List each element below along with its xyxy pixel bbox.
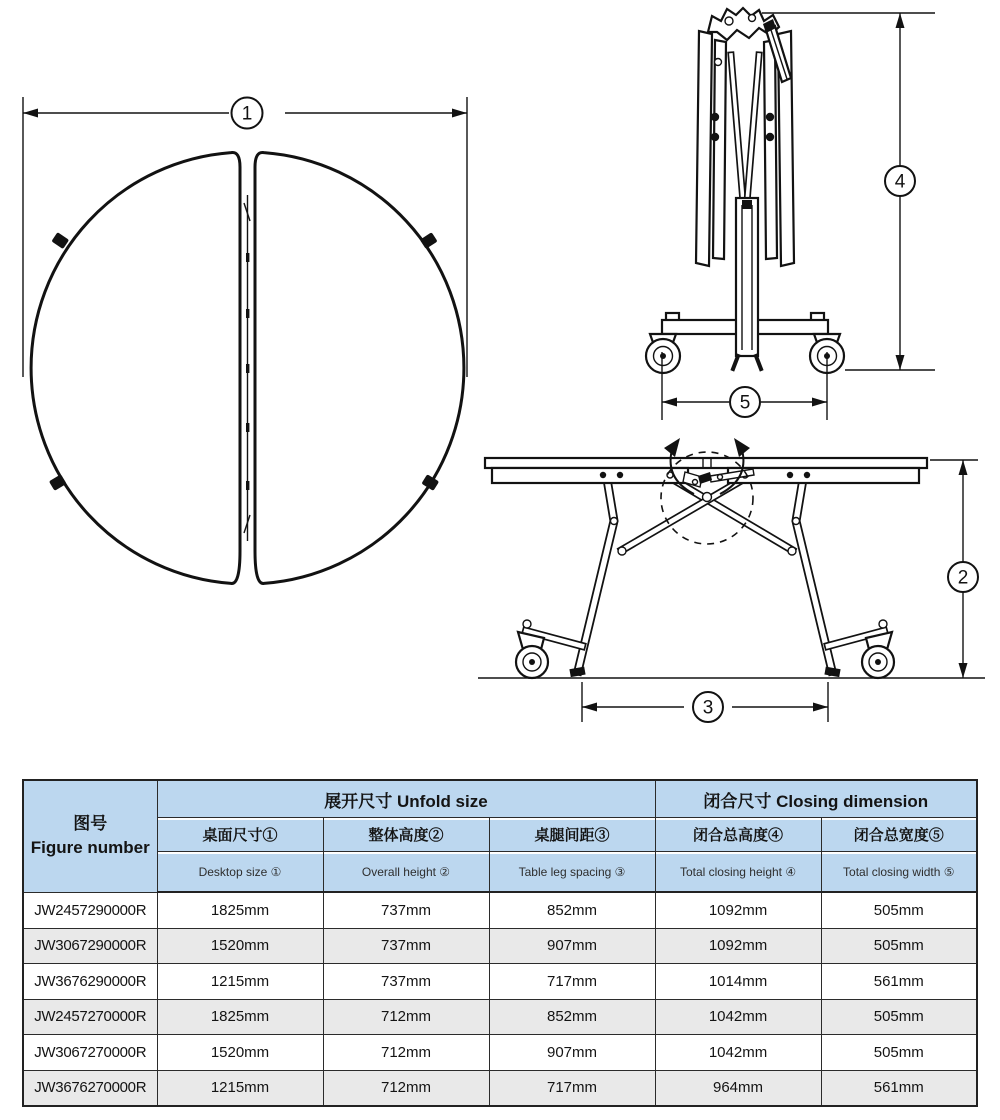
col-header-en-overall-height: Overall height ②: [323, 852, 489, 893]
closing-width-dimension: [662, 352, 827, 420]
closing-width-cell: 505mm: [821, 928, 977, 964]
col-header-cn-overall-height: 整体高度②: [323, 818, 489, 852]
figure-number-cell: JW2457270000R: [23, 999, 157, 1035]
left-leg: [516, 479, 618, 678]
group-header-closing-dimension: 闭合尺寸 Closing dimension: [655, 780, 977, 818]
closing-width-cell: 561mm: [821, 1070, 977, 1106]
folded-table-view-diagram: [600, 0, 960, 430]
leg-spacing-cell: 852mm: [489, 892, 655, 928]
closing-height-cell: 1014mm: [655, 964, 821, 1000]
svg-text:3: 3: [702, 697, 714, 719]
overall-height-dimension: [930, 460, 978, 678]
closing-width-cell: 505mm: [821, 1035, 977, 1071]
desktop-size-cell: 1825mm: [157, 999, 323, 1035]
dim-label-4: [885, 166, 915, 196]
unfolded-table-view-diagram: [470, 420, 990, 730]
svg-text:1: 1: [241, 103, 253, 125]
col-header-cn-desktop-size: 桌面尺寸①: [157, 818, 323, 852]
figure-number-cell: JW2457290000R: [23, 892, 157, 928]
figure-number-cell: JW3676270000R: [23, 1070, 157, 1106]
svg-text:5: 5: [739, 392, 751, 414]
col-header-en-desktop-size: Desktop size ①: [157, 852, 323, 893]
right-leg: [793, 479, 895, 678]
figure-number-header: [23, 780, 157, 892]
figure-number-header-cn: 图号: [73, 814, 108, 834]
desktop-size-cell: 1825mm: [157, 892, 323, 928]
col-header-cn-leg-spacing: 桌腿间距③: [489, 818, 655, 852]
svg-text:4: 4: [894, 171, 906, 193]
leg-spacing-dimension: [582, 682, 828, 722]
overall-height-cell: 737mm: [323, 964, 489, 1000]
figure-number-cell: JW3676290000R: [23, 964, 157, 1000]
folded-legs: [731, 55, 759, 202]
table-row: [23, 964, 977, 1000]
round-table-top-view-diagram: [10, 85, 490, 615]
desktop-size-cell: 1215mm: [157, 964, 323, 1000]
leg-spacing-cell: 852mm: [489, 999, 655, 1035]
col-header-en-closing-width: Total closing width ⑤: [821, 852, 977, 893]
center-hinge: [244, 195, 250, 541]
closing-width-cell: 561mm: [821, 964, 977, 1000]
left-caster: [646, 334, 680, 373]
table-row: [23, 892, 977, 928]
overall-height-cell: 737mm: [323, 928, 489, 964]
desktop-size-cell: 1520mm: [157, 1035, 323, 1071]
dim-label-1: [232, 98, 263, 129]
col-header-cn-closing-width: 闭合总宽度⑤: [821, 818, 977, 852]
table-row: [23, 999, 977, 1035]
overall-height-cell: 737mm: [323, 892, 489, 928]
diameter-dimension: [23, 98, 467, 129]
closing-height-cell: 1092mm: [655, 892, 821, 928]
group-header-unfold-size: 展开尺寸 Unfold size: [157, 780, 655, 818]
closing-height-cell: 964mm: [655, 1070, 821, 1106]
table-row: [23, 928, 977, 964]
leg-spacing-cell: 717mm: [489, 1070, 655, 1106]
closing-width-cell: 505mm: [821, 999, 977, 1035]
svg-text:2: 2: [957, 567, 969, 589]
col-header-cn-closing-height: 闭合总高度④: [655, 818, 821, 852]
leg-spacing-cell: 907mm: [489, 928, 655, 964]
figure-number-header-en: Figure number: [30, 838, 150, 858]
desktop-size-cell: 1520mm: [157, 928, 323, 964]
dim-label-5: [730, 387, 760, 417]
overall-height-cell: 712mm: [323, 999, 489, 1035]
center-column: [733, 198, 761, 369]
overall-height-cell: 712mm: [323, 1070, 489, 1106]
closing-height-cell: 1042mm: [655, 1035, 821, 1071]
closing-height-cell: 1092mm: [655, 928, 821, 964]
table-row: [23, 1070, 977, 1106]
desktop-size-cell: 1215mm: [157, 1070, 323, 1106]
dim-label-3: [693, 692, 723, 722]
leg-spacing-cell: 717mm: [489, 964, 655, 1000]
dim-label-2: [948, 562, 978, 592]
spec-table: [22, 779, 978, 1107]
figure-number-cell: JW3067290000R: [23, 928, 157, 964]
table-row: [23, 1035, 977, 1071]
leg-spacing-cell: 907mm: [489, 1035, 655, 1071]
figure-number-cell: JW3067270000R: [23, 1035, 157, 1071]
col-header-en-closing-height: Total closing height ④: [655, 852, 821, 893]
closing-height-cell: 1042mm: [655, 999, 821, 1035]
closing-width-cell: 505mm: [821, 892, 977, 928]
col-header-en-leg-spacing: Table leg spacing ③: [489, 852, 655, 893]
x-braces: [618, 480, 796, 555]
overall-height-cell: 712mm: [323, 1035, 489, 1071]
